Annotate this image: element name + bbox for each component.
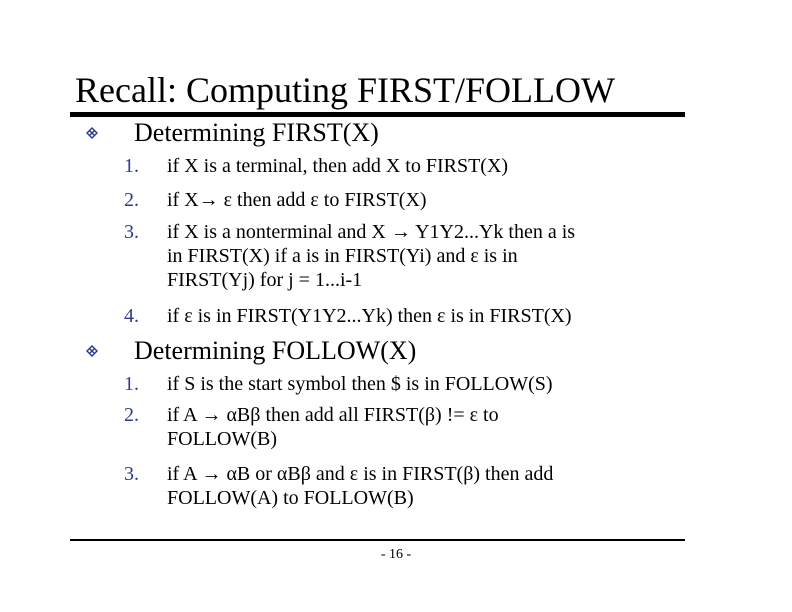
- diamond-checker-bullet-icon: [86, 127, 98, 139]
- item-text: if ε is in FIRST(Y1Y2...Yk) then ε is in FIRST(X): [167, 305, 572, 327]
- item-number: 3.: [124, 463, 139, 485]
- item-number: 2.: [124, 189, 139, 211]
- section-heading: Determining FIRST(X): [134, 118, 379, 147]
- item-text: if X is a nonterminal and X → Y1Y2...Yk then a is in FIRST(X) if a is in FIRST(Yi) and ε is in FIRST(Yj) for j = 1...i-1: [167, 221, 576, 291]
- section-heading: Determining FOLLOW(X): [134, 336, 417, 365]
- slide-title: Recall: Computing FIRST/FOLLOW: [75, 70, 615, 110]
- footer-divider: [70, 539, 685, 541]
- item-text: if X is a terminal, then add X to FIRST(X): [167, 155, 509, 177]
- item-number: 1.: [124, 373, 139, 395]
- item-number: 2.: [124, 404, 139, 426]
- item-number: 4.: [124, 305, 139, 327]
- page-number: - 16 -: [380, 547, 412, 562]
- diamond-checker-bullet-icon: [86, 345, 98, 357]
- title-divider: [70, 112, 685, 117]
- item-text: if A → αB or αBβ and ε is in FIRST(β) then add FOLLOW(A) to FOLLOW(B): [167, 463, 554, 509]
- item-number: 3.: [124, 221, 139, 243]
- item-text: if X→ ε then add ε to FIRST(X): [167, 189, 427, 211]
- item-number: 1.: [124, 155, 139, 177]
- item-text: if S is the start symbol then $ is in FOLLOW(S): [167, 373, 553, 395]
- item-text: if A → αBβ then add all FIRST(β) != ε to FOLLOW(B): [167, 404, 499, 450]
